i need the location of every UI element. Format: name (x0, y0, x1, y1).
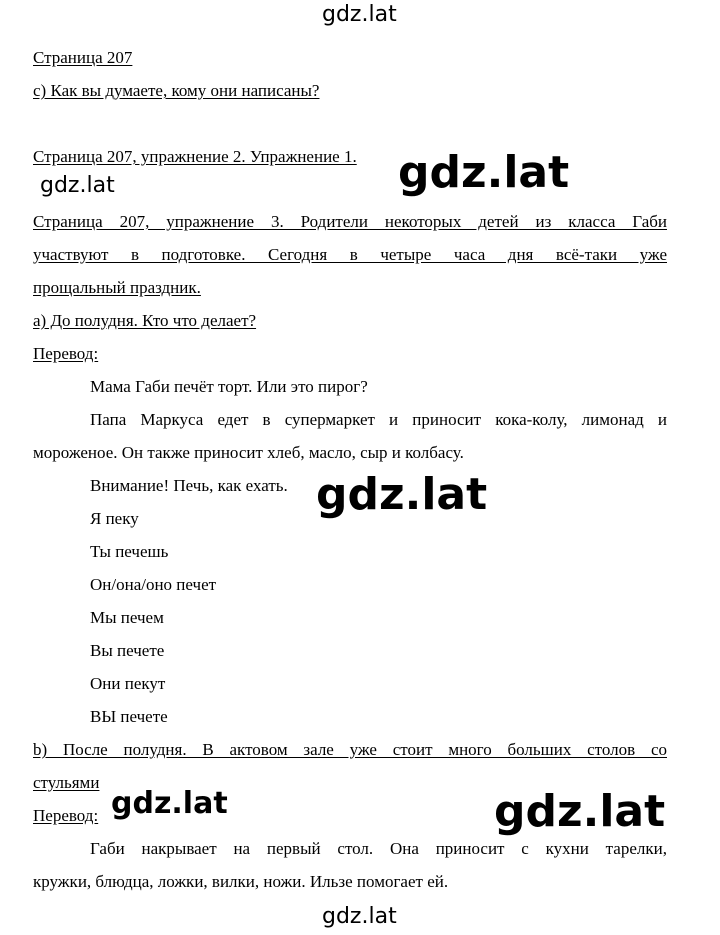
section-b-line-2: стульями (33, 773, 100, 792)
conjugation-6: Они пекут (90, 674, 166, 693)
watermark-bottom: gdz.lat (322, 904, 397, 929)
exercise-2-heading: Страница 207, упражнение 2. Упражнение 1. (33, 147, 357, 166)
paragraph-b-line-2: кружки, блюдца, ложки, вилки, ножи. Ильзе помогает ей. (33, 872, 449, 891)
exercise-3-line-2: участвуют в подготовке. Сегодня в четыре часа дня всё-таки уже (33, 245, 667, 264)
conjugation-2: Ты печешь (90, 542, 169, 561)
paragraph-line-1: Мама Габи печёт торт. Или это пирог? (90, 377, 368, 396)
page-heading: Страница 207 (33, 48, 133, 67)
conjugation-7: ВЫ печете (90, 707, 168, 726)
conjugation-5: Вы печете (90, 641, 165, 660)
attention-line: Внимание! Печь, как ехать. (90, 476, 288, 495)
watermark-small-1: gdz.lat (40, 173, 115, 198)
translation-label-1: Перевод: (33, 344, 99, 363)
conjugation-4: Мы печем (90, 608, 164, 627)
section-b-line-1: b) После полудня. В актовом зале уже стоит много больших столов со (33, 740, 667, 759)
section-a-heading: а) До полудня. Кто что делает? (33, 311, 257, 330)
watermark-big-3: gdz.lat (494, 786, 666, 837)
watermark-big-2: gdz.lat (316, 469, 488, 520)
paragraph-b-line-1: Габи накрывает на первый стол. Она приносит с кухни тарелки, (90, 839, 667, 858)
watermark-top: gdz.lat (322, 2, 397, 27)
paragraph-line-2: Папа Маркуса едет в супермаркет и приносит кока-колу, лимонад и (90, 410, 667, 429)
question-c: с) Как вы думаете, кому они написаны? (33, 81, 320, 100)
exercise-3-line-3: прощальный праздник. (33, 278, 201, 297)
exercise-3-line-1: Страница 207, упражнение 3. Родители некоторых детей из класса Габи (33, 212, 667, 231)
watermark-big-1: gdz.lat (398, 147, 570, 198)
paragraph-line-3: мороженое. Он также приносит хлеб, масло, сыр и колбасу. (33, 443, 464, 462)
conjugation-1: Я пеку (90, 509, 139, 528)
translation-label-2: Перевод: (33, 806, 99, 825)
conjugation-3: Он/она/оно печет (90, 575, 217, 594)
watermark-medium: gdz.lat (111, 786, 228, 821)
